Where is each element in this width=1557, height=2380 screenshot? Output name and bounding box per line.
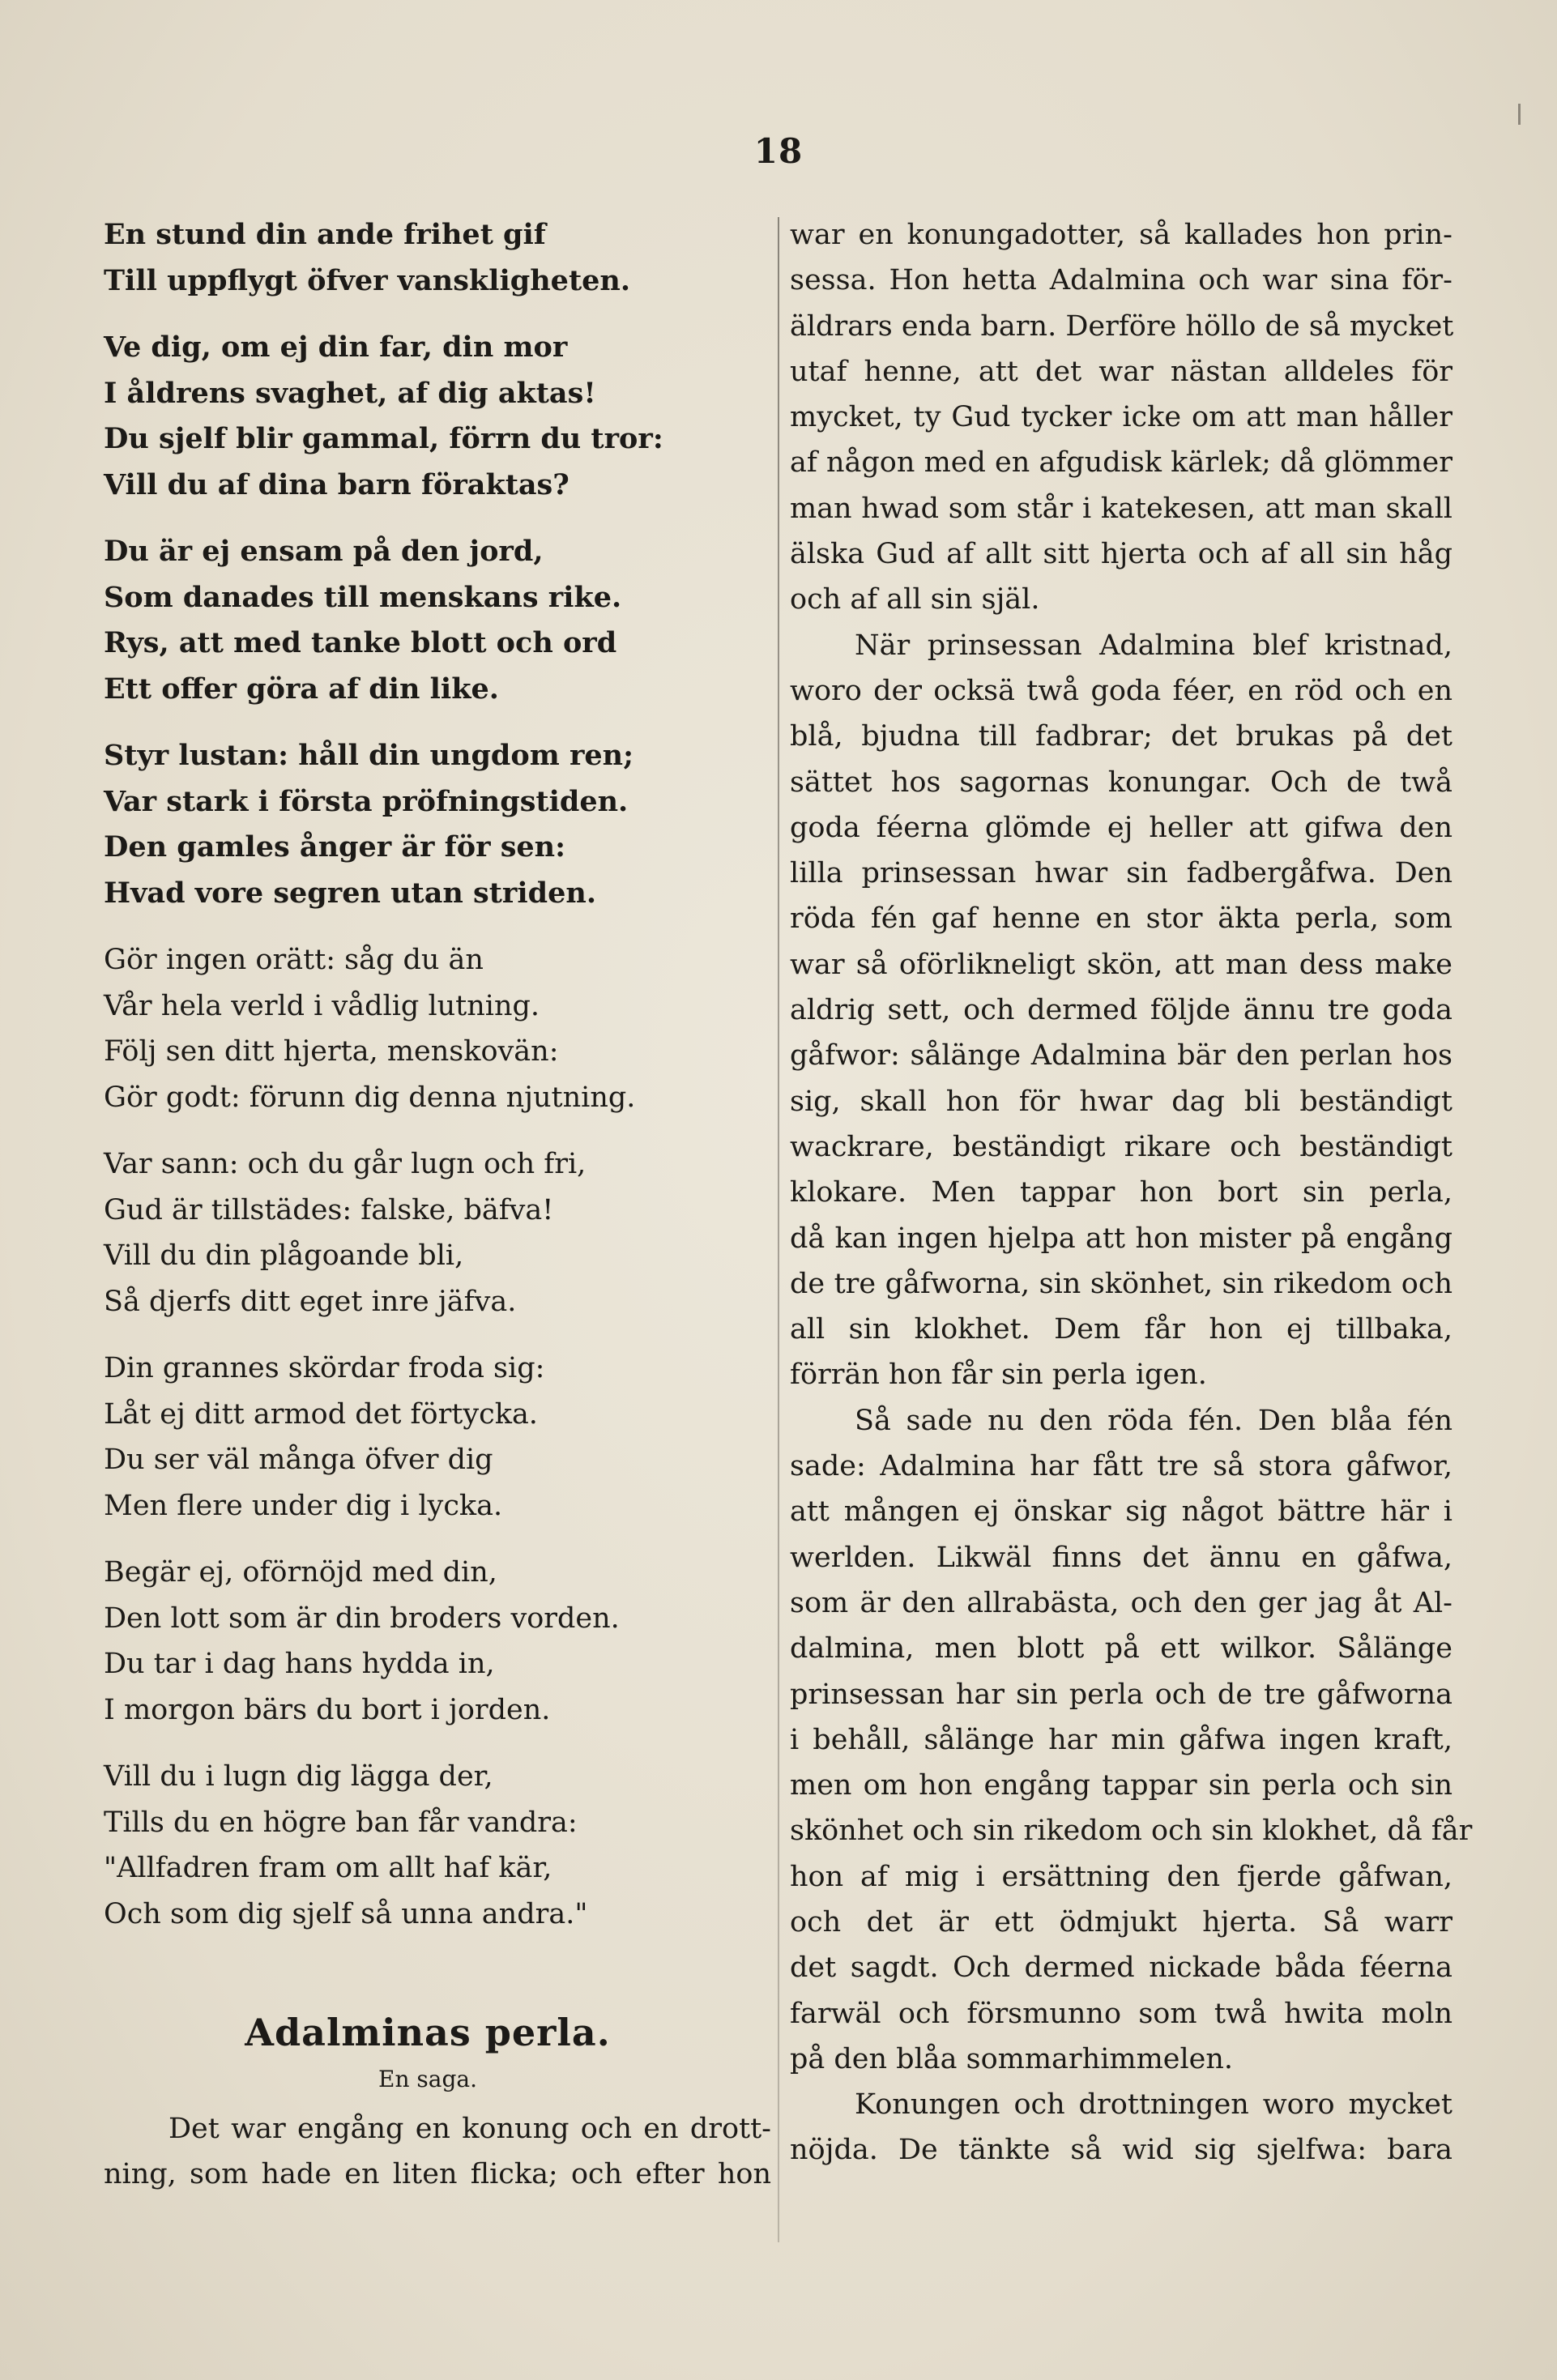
poem-line: En stund din ande frihet gif (104, 218, 546, 251)
story-line: mycket, ty Gud tycker icke om att man håller (790, 401, 1452, 434)
story-line: och af all sin själ. (790, 583, 1040, 616)
story-line: och det är ett ödmjukt hjerta. Så warr (790, 1905, 1452, 1939)
story-opening-text (104, 2106, 771, 2197)
story-line: förrän hon får sin perla igen. (790, 1358, 1207, 1392)
story-subtitle: En saga. (378, 2066, 477, 2092)
story-line: blå, bjudna till fadbrar; det brukas på det (790, 720, 1452, 753)
poem-line: Låt ej ditt armod det förtycka. (104, 1397, 538, 1431)
story-line: prinsessan har sin perla och de tre gåfworna (790, 1678, 1452, 1711)
story-line: det sagdt. Och dermed nickade båda féerna (790, 1951, 1452, 1985)
poem-stanza (104, 212, 752, 304)
poem-line: Du tar i dag hans hydda in, (104, 1648, 495, 1680)
story-line: aldrig sett, och dermed följde ännu tre goda (790, 994, 1452, 1027)
poem-line: Tills du en högre ban får vandra: (104, 1806, 578, 1839)
story-column (790, 212, 1473, 2173)
poem-line: "Allfadren fram om allt haf kär, (104, 1852, 552, 1884)
story-line: woro der ocksä twå goda féer, en röd och en (790, 674, 1452, 707)
poem-line: I morgon bärs du bort i jorden. (104, 1693, 551, 1726)
story-line: all sin klokhet. Dem får hon ej tillbaka, (790, 1313, 1452, 1346)
story-line: Det war engång en konung och en drott- (168, 2113, 771, 2145)
poem-line: Vår hela verld i vådlig lutning. (104, 989, 540, 1022)
story-line: sättet hos sagornas konungar. Och de twå (790, 766, 1452, 799)
poem-line: Och som dig sjelf så unna andra." (104, 1897, 588, 1930)
story-line: hon af mig i ersättning den fjerde gåfwan, (790, 1860, 1452, 1893)
story-line: de tre gåfworna, sin skönhet, sin rikedom och (790, 1267, 1452, 1300)
story-line: att mången ej önskar sig något bättre här i (790, 1495, 1452, 1529)
poem-line: Följ sen ditt hjerta, menskovän: (104, 1035, 559, 1068)
story-line: älska Gud af allt sitt hjerta och af all sin håg (790, 538, 1452, 571)
poem-stanza (104, 937, 752, 1120)
poem-line: Som danades till menskans rike. (104, 580, 622, 614)
poem-line: Vill du din plågoande bli, (104, 1239, 464, 1272)
poem-line: Men flere under dig i lycka. (104, 1489, 503, 1522)
story-line: af någon med en afgudisk kärlek; då glömmer (790, 446, 1452, 480)
story-line: i behåll, sålänge har min gåfwa ingen kraft, (790, 1723, 1452, 1756)
story-line: goda féerna glömde ej heller att gifwa den (790, 811, 1452, 844)
poem-line: Din grannes skördar froda sig: (104, 1352, 545, 1384)
poem-line: Gör ingen orätt: såg du än (104, 944, 484, 976)
story-line: Så sade nu den röda fén. Den blåa fén (855, 1404, 1452, 1437)
story-line: men om hon engång tappar sin perla och sin (790, 1769, 1452, 1802)
poem-stanza (104, 529, 752, 712)
poem-line: Vill du i lugn dig lägga der, (104, 1760, 493, 1793)
story-line: utaf henne, att det war nästan alldeles för (790, 355, 1452, 388)
poem-stanza (104, 325, 752, 508)
poem-line: Vill du af dina barn föraktas? (104, 467, 569, 501)
story-line: wackrare, beständigt rikare och beständigt (790, 1130, 1452, 1163)
story-line: klokare. Men tappar hon bort sin perla, (790, 1176, 1452, 1209)
poem-line: Du sjelf blir gammal, förrn du tror: (104, 422, 663, 455)
poem-line: I åldrens svaghet, af dig aktas! (104, 376, 596, 410)
poem-line: Begär ej, oförnöjd med din, (104, 1556, 497, 1589)
story-line: på den blåa sommarhimmelen. (790, 2042, 1234, 2075)
story-line: werlden. Likwäl finns det ännu en gåfwa, (790, 1541, 1452, 1574)
poem-stanza (104, 733, 752, 916)
story-line: gåfwor: sålänge Adalmina bär den perlan hos (790, 1039, 1452, 1073)
poem-line: Var sann: och du går lugn och fri, (104, 1148, 587, 1180)
story-line: röda fén gaf henne en stor äkta perla, som (790, 902, 1452, 936)
story-line: dalmina, men blott på ett wilkor. Sålänge (790, 1632, 1452, 1666)
poem-line: Så djerfs ditt eget inre jäfva. (104, 1285, 517, 1318)
poem-line: Styr lustan: håll din ungdom ren; (104, 739, 634, 772)
story-line: sade: Adalmina har fått tre så stora gåfwor, (790, 1450, 1452, 1483)
poem-line: Gud är tillstädes: falske, bäfva! (104, 1193, 554, 1226)
story-line: war så oförlikneligt skön, att man dess make (790, 948, 1452, 981)
poem-line: Den lott som är din broders vorden. (104, 1602, 620, 1635)
poem-line: Hvad vore segren utan striden. (104, 876, 597, 910)
column-divider (778, 217, 779, 2242)
poem-line: Du är ej ensam på den jord, (104, 535, 544, 568)
story-line: nöjda. De tänkte så wid sig sjelfwa: bara (790, 2134, 1452, 2167)
poem-line: Den gamles ånger är för sen: (104, 830, 566, 864)
poem-stanza (104, 1141, 752, 1324)
poem-stanza (104, 1754, 752, 1937)
story-line: war en konungadotter, så kallades hon prin- (790, 219, 1452, 251)
story-line: Konungen och drottningen woro mycket (855, 2088, 1452, 2122)
poem-line: Rys, att med tanke blott och ord (104, 626, 617, 659)
poem-line: Ett offer göra af din like. (104, 672, 499, 706)
story-line: då kan ingen hjelpa att hon mister på engång (790, 1222, 1452, 1255)
poem-line: Du ser väl många öfver dig (104, 1444, 493, 1476)
margin-mark (1518, 104, 1521, 125)
poem-line: Var stark i första pröfningstiden. (104, 784, 629, 818)
poem-column (104, 212, 752, 1958)
story-line: lilla prinsessan hwar sin fadbergåfwa. Den (790, 857, 1452, 890)
poem-line: Till uppflygt öfver vanskligheten. (104, 263, 631, 297)
story-line: äldrars enda barn. Derföre höllo de så mycket (790, 309, 1454, 343)
page-number: 18 (753, 131, 804, 171)
story-line: sig, skall hon för hwar dag bli beständigt (790, 1085, 1452, 1118)
story-line: skönhet och sin rikedom och sin klokhet, då får (790, 1815, 1473, 1848)
poem-stanza (104, 1550, 752, 1733)
story-line: farwäl och försmunno som twå hwita moln (790, 1997, 1452, 2030)
story-line: sessa. Hon hetta Adalmina och war sina för- (790, 264, 1452, 297)
story-title: Adalminas perla. (245, 2011, 611, 2054)
story-line: man hwad som står i katekesen, att man skall (790, 492, 1452, 525)
story-line: som är den allrabästa, och den ger jag åt Al- (790, 1586, 1452, 1619)
story-line: När prinsessan Adalmina blef kristnad, (855, 629, 1452, 662)
poem-line: Gör godt: förunn dig denna njutning. (104, 1081, 636, 1114)
poem-stanza (104, 1346, 752, 1529)
poem-line: Ve dig, om ej din far, din mor (104, 331, 568, 364)
story-line: ning, som hade en liten flicka; och efter hon (104, 2158, 771, 2190)
